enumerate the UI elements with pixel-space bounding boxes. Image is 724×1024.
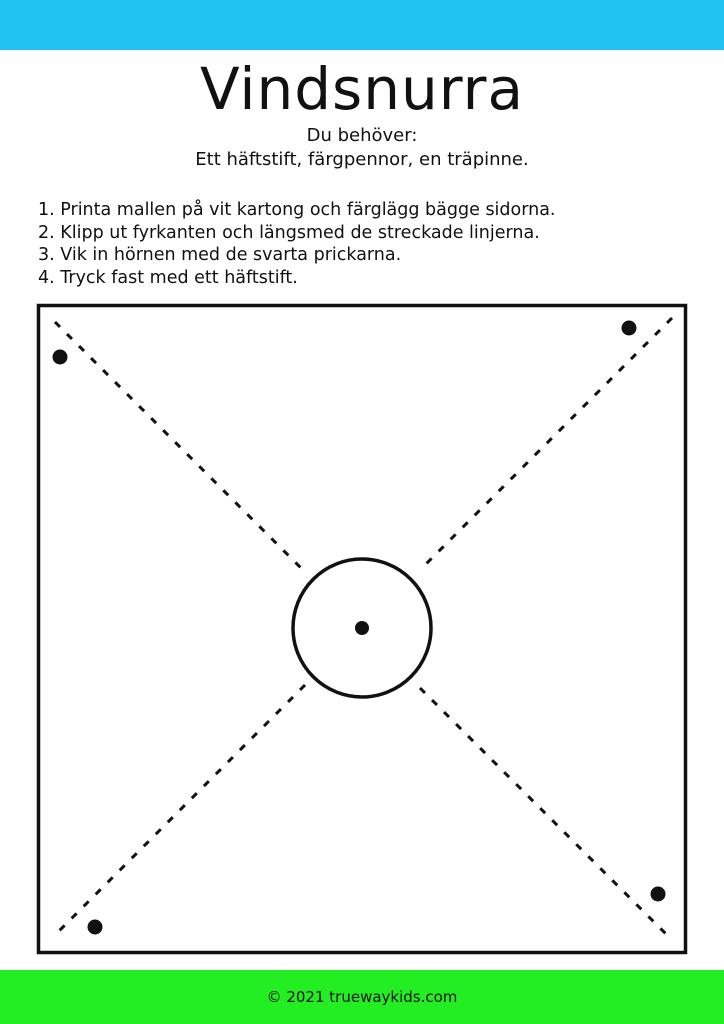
materials-heading: Du behöver: [306,125,418,146]
cut-line-top-left [55,322,305,572]
materials-list: Ett häftstift, färgpennor, en träpinne. [195,149,529,170]
fold-dot-top-right [622,321,637,336]
center-pin-dot [355,621,369,635]
cut-line-bottom-left [55,685,305,935]
instruction-step: 3. Vik in hörnen med de svarta prickarna. [38,245,402,265]
fold-dot-top-left [53,350,68,365]
instruction-step: 1. Printa mallen på vit kartong och färglägg bägge sidorna. [38,200,556,220]
instruction-step: 2. Klipp ut fyrkanten och längsmed de streckade linjerna. [38,222,540,243]
cut-line-bottom-right [420,688,672,940]
copyright-text: © 2021 truewaykids.com [266,988,458,1006]
instruction-step: 4. Tryck fast med ett häftstift. [38,267,298,288]
page-title: Vindsnurra [199,55,525,123]
fold-dot-bottom-right [651,887,666,902]
cut-line-top-right [420,318,672,570]
fold-dot-bottom-left [88,920,103,935]
